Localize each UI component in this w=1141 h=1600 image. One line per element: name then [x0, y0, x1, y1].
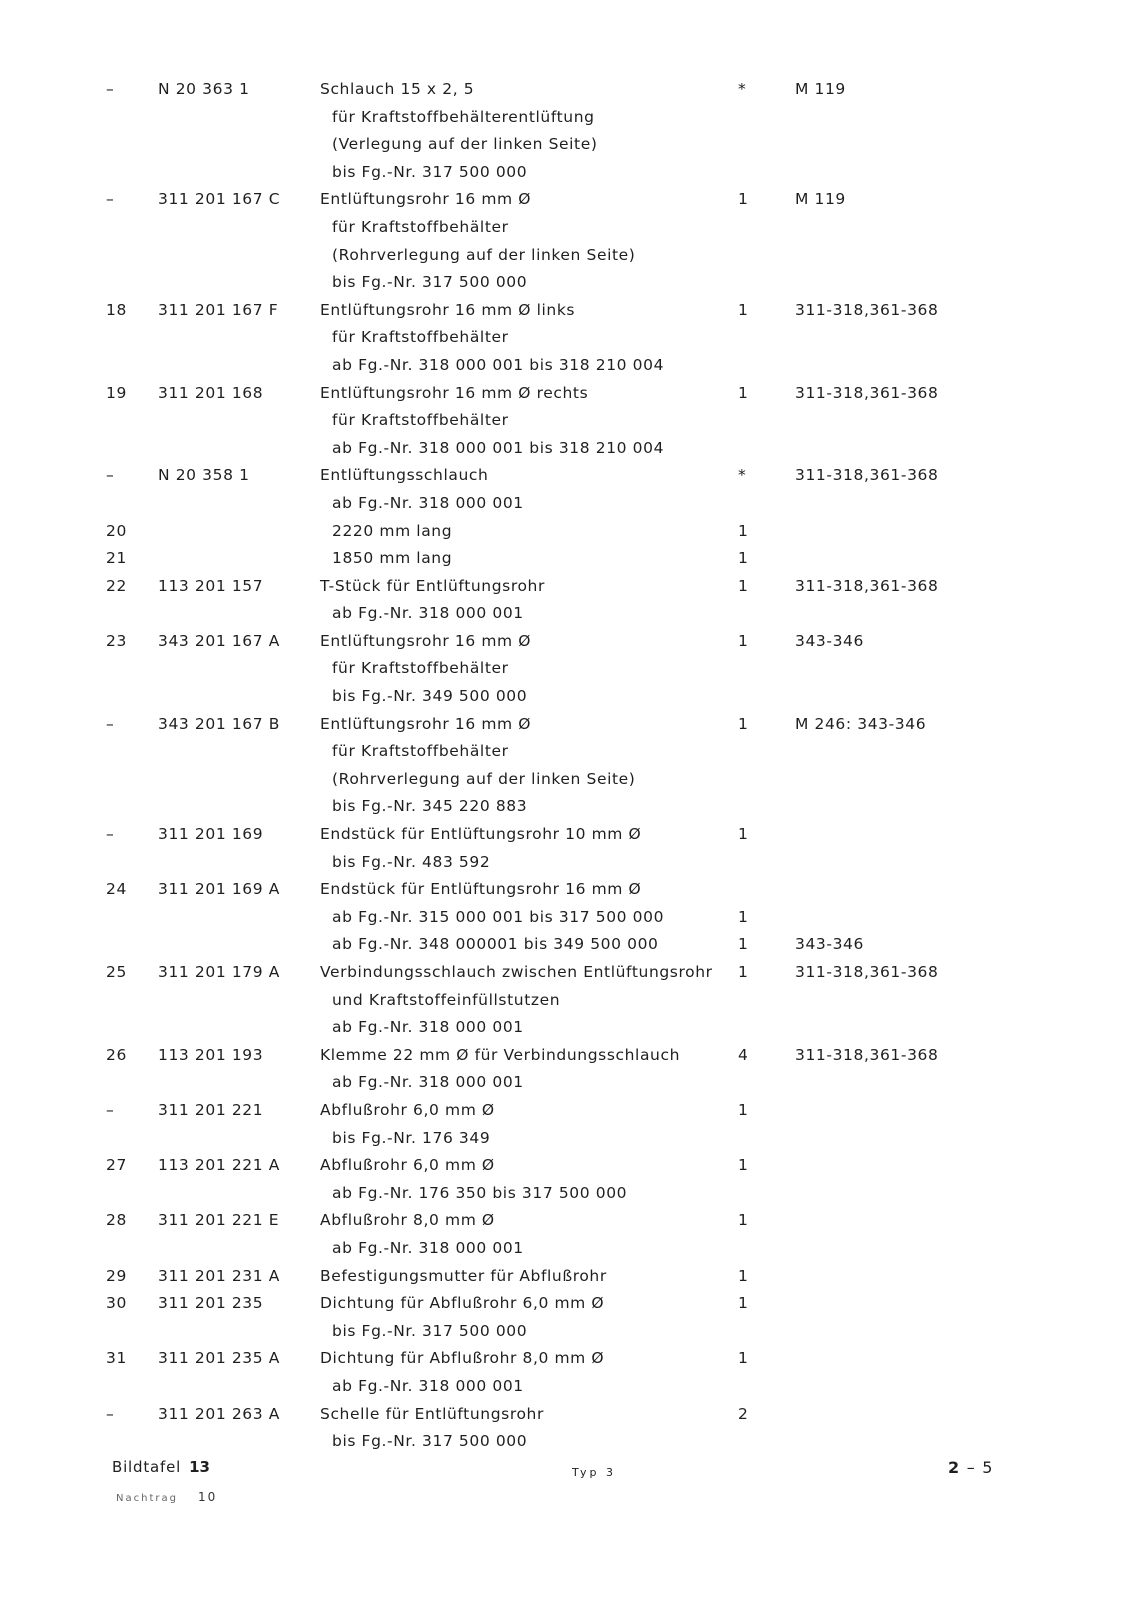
table-row: [0, 1125, 1141, 1153]
table-row: [0, 1235, 1141, 1263]
description-cell: Schelle für Entlüftungsrohr: [320, 1404, 544, 1423]
position-cell: 20: [106, 521, 127, 540]
description-cell: bis Fg.-Nr. 349 500 000: [332, 687, 528, 706]
description-cell: bis Fg.-Nr. 317 500 000: [332, 1432, 528, 1451]
remark-cell: 311-318,361-368: [795, 300, 939, 319]
table-row: [0, 683, 1141, 711]
remark-cell: M 119: [795, 190, 846, 209]
remark-cell: 343-346: [795, 631, 864, 650]
description-cell: T-Stück für Entlüftungsrohr: [320, 576, 545, 595]
description-cell: bis Fg.-Nr. 317 500 000: [332, 273, 528, 292]
page-major: 2: [948, 1458, 961, 1477]
description-cell: 1850 mm lang: [332, 549, 453, 568]
part-number-cell: 311 201 169: [158, 825, 264, 844]
description-cell: für Kraftstoffbehälterentlüftung: [332, 107, 595, 126]
description-cell: ab Fg.-Nr. 318 000 001 bis 318 210 004: [332, 355, 665, 374]
quantity-cell: 1: [738, 521, 749, 540]
position-cell: 22: [106, 576, 127, 595]
description-cell: ab Fg.-Nr. 318 000 001 bis 318 210 004: [332, 438, 665, 457]
quantity-cell: 1: [738, 1294, 749, 1313]
position-cell: –: [106, 825, 115, 844]
part-number-cell: 311 201 231 A: [158, 1266, 280, 1285]
table-row: [0, 904, 1141, 932]
table-row: [0, 518, 1141, 546]
quantity-cell: 1: [738, 1211, 749, 1230]
part-number-cell: 311 201 168: [158, 383, 264, 402]
table-row: [0, 76, 1141, 104]
quantity-cell: 2: [738, 1404, 749, 1423]
description-cell: (Rohrverlegung auf der linken Seite): [332, 769, 636, 788]
part-number-cell: 343 201 167 B: [158, 714, 280, 733]
description-cell: bis Fg.-Nr. 176 349: [332, 1128, 491, 1147]
table-row: [0, 876, 1141, 904]
description-cell: Dichtung für Abflußrohr 8,0 mm Ø: [320, 1349, 605, 1368]
part-number-cell: N 20 363 1: [158, 80, 250, 98]
description-cell: für Kraftstoffbehälter: [332, 411, 509, 430]
table-row: [0, 407, 1141, 435]
description-cell: Entlüftungsrohr 16 mm Ø: [320, 631, 532, 650]
part-number-cell: 311 201 235: [158, 1294, 264, 1313]
part-number-cell: 343 201 167 A: [158, 631, 280, 650]
remark-cell: 311-318,361-368: [795, 576, 939, 595]
part-number-cell: N 20 358 1: [158, 466, 250, 485]
position-cell: 29: [106, 1266, 127, 1285]
remark-cell: M 246: 343-346: [795, 714, 927, 733]
description-cell: und Kraftstoffeinfüllstutzen: [332, 990, 561, 1009]
page-minor: 5: [982, 1458, 994, 1477]
description-cell: ab Fg.-Nr. 348 000001 bis 349 500 000: [332, 935, 659, 954]
description-cell: ab Fg.-Nr. 318 000 001: [332, 1073, 524, 1092]
table-row: [0, 1097, 1141, 1125]
table-row: [0, 600, 1141, 628]
remark-cell: 311-318,361-368: [795, 1045, 939, 1064]
table-row: [0, 959, 1141, 987]
table-row: [0, 1345, 1141, 1373]
table-row: [0, 490, 1141, 518]
position-cell: 21: [106, 549, 127, 568]
position-cell: 26: [106, 1045, 127, 1064]
description-cell: ab Fg.-Nr. 318 000 001: [332, 1238, 524, 1257]
description-cell: Abflußrohr 6,0 mm Ø: [320, 1156, 495, 1175]
table-row: [0, 242, 1141, 270]
table-row: [0, 1014, 1141, 1042]
table-row: [0, 1401, 1141, 1429]
quantity-cell: 1: [738, 549, 749, 568]
table-row: [0, 159, 1141, 187]
position-cell: 28: [106, 1211, 127, 1230]
table-row: [0, 987, 1141, 1015]
table-row: [0, 435, 1141, 463]
remark-cell: 311-318,361-368: [795, 466, 939, 485]
table-row: [0, 1069, 1141, 1097]
description-cell: Verbindungsschlauch zwischen Entlüftungsrohr: [320, 963, 713, 981]
description-cell: ab Fg.-Nr. 318 000 001: [332, 493, 524, 512]
quantity-cell: 1: [738, 1100, 749, 1119]
position-cell: 25: [106, 963, 127, 981]
position-cell: 19: [106, 383, 127, 402]
part-number-cell: 311 201 179 A: [158, 963, 280, 981]
quantity-cell: 1: [738, 1156, 749, 1175]
description-cell: Entlüftungsrohr 16 mm Ø: [320, 190, 532, 209]
quantity-cell: 1: [738, 190, 749, 209]
supplement-label: Nachtrag: [116, 1493, 178, 1504]
description-cell: 2220 mm lang: [332, 521, 453, 540]
page-number: [948, 1458, 993, 1477]
table-row: [0, 766, 1141, 794]
description-cell: bis Fg.-Nr. 317 500 000: [332, 1321, 528, 1340]
table-row: [0, 1318, 1141, 1346]
plate-label: Bildtafel: [112, 1458, 182, 1476]
position-cell: 24: [106, 880, 127, 899]
supplement-reference: [116, 1490, 217, 1504]
description-cell: Entlüftungsschlauch: [320, 466, 489, 485]
table-row: [0, 324, 1141, 352]
position-cell: –: [106, 190, 115, 209]
table-row: [0, 1290, 1141, 1318]
table-row: [0, 1042, 1141, 1070]
table-row: [0, 849, 1141, 877]
table-row: [0, 821, 1141, 849]
position-cell: –: [106, 466, 115, 485]
description-cell: ab Fg.-Nr. 318 000 001: [332, 1376, 524, 1395]
table-row: [0, 1263, 1141, 1291]
quantity-cell: 1: [738, 631, 749, 650]
remark-cell: 311-318,361-368: [795, 383, 939, 402]
quantity-cell: *: [738, 80, 747, 98]
table-row: [0, 1207, 1141, 1235]
remark-cell: 311-318,361-368: [795, 963, 939, 981]
table-row: [0, 738, 1141, 766]
quantity-cell: 1: [738, 576, 749, 595]
description-cell: Entlüftungsrohr 16 mm Ø links: [320, 300, 576, 319]
type-label: Typ 3: [572, 1466, 616, 1479]
table-row: [0, 545, 1141, 573]
remark-cell: M 119: [795, 80, 846, 98]
description-cell: bis Fg.-Nr. 345 220 883: [332, 797, 528, 816]
quantity-cell: 1: [738, 825, 749, 844]
part-number-cell: 113 201 193: [158, 1045, 264, 1064]
description-cell: Dichtung für Abflußrohr 6,0 mm Ø: [320, 1294, 605, 1313]
description-cell: ab Fg.-Nr. 318 000 001: [332, 1018, 524, 1037]
position-cell: –: [106, 80, 115, 98]
description-cell: bis Fg.-Nr. 483 592: [332, 852, 491, 871]
description-cell: Entlüftungsrohr 16 mm Ø: [320, 714, 532, 733]
table-row: [0, 462, 1141, 490]
table-row: [0, 573, 1141, 601]
position-cell: 18: [106, 300, 127, 319]
table-row: [0, 104, 1141, 132]
description-cell: (Rohrverlegung auf der linken Seite): [332, 245, 636, 264]
position-cell: 23: [106, 631, 127, 650]
description-cell: für Kraftstoffbehälter: [332, 328, 509, 347]
table-row: [0, 655, 1141, 683]
table-row: [0, 1373, 1141, 1401]
plate-reference: [112, 1458, 210, 1476]
description-cell: für Kraftstoffbehälter: [332, 217, 509, 236]
position-cell: –: [106, 1100, 115, 1119]
description-cell: für Kraftstoffbehälter: [332, 742, 509, 761]
part-number-cell: 311 201 263 A: [158, 1404, 280, 1423]
part-number-cell: 113 201 221 A: [158, 1156, 280, 1175]
quantity-cell: 1: [738, 963, 749, 981]
quantity-cell: 1: [738, 907, 749, 926]
description-cell: ab Fg.-Nr. 315 000 001 bis 317 500 000: [332, 907, 665, 926]
position-cell: 27: [106, 1156, 127, 1175]
quantity-cell: 1: [738, 1266, 749, 1285]
table-row: [0, 931, 1141, 959]
table-row: [0, 297, 1141, 325]
description-cell: Endstück für Entlüftungsrohr 16 mm Ø: [320, 880, 642, 899]
description-cell: ab Fg.-Nr. 176 350 bis 317 500 000: [332, 1183, 628, 1202]
table-row: [0, 380, 1141, 408]
description-cell: für Kraftstoffbehälter: [332, 659, 509, 678]
position-cell: 31: [106, 1349, 127, 1368]
quantity-cell: 1: [738, 935, 749, 954]
quantity-cell: 1: [738, 300, 749, 319]
parts-list: [0, 76, 1141, 1456]
plate-number: 13: [189, 1458, 210, 1476]
table-row: [0, 1180, 1141, 1208]
description-cell: Klemme 22 mm Ø für Verbindungsschlauch: [320, 1045, 681, 1064]
supplement-number: 10: [197, 1490, 218, 1504]
remark-cell: 343-346: [795, 935, 864, 954]
part-number-cell: 311 201 169 A: [158, 880, 280, 899]
table-row: [0, 269, 1141, 297]
quantity-cell: 4: [738, 1045, 749, 1064]
part-number-cell: 311 201 221: [158, 1100, 264, 1119]
table-row: [0, 711, 1141, 739]
description-cell: Schlauch 15 x 2, 5: [320, 80, 475, 98]
part-number-cell: 113 201 157: [158, 576, 264, 595]
table-row: [0, 1152, 1141, 1180]
description-cell: Befestigungsmutter für Abflußrohr: [320, 1266, 607, 1285]
quantity-cell: *: [738, 466, 747, 485]
description-cell: Abflußrohr 6,0 mm Ø: [320, 1100, 495, 1119]
description-cell: bis Fg.-Nr. 317 500 000: [332, 162, 528, 181]
part-number-cell: 311 201 167 C: [158, 190, 281, 209]
description-cell: Abflußrohr 8,0 mm Ø: [320, 1211, 495, 1230]
page-footer: [0, 1452, 1141, 1532]
table-row: [0, 793, 1141, 821]
part-number-cell: 311 201 235 A: [158, 1349, 280, 1368]
table-row: [0, 628, 1141, 656]
position-cell: –: [106, 714, 115, 733]
description-cell: Entlüftungsrohr 16 mm Ø rechts: [320, 383, 589, 402]
description-cell: (Verlegung auf der linken Seite): [332, 135, 598, 154]
quantity-cell: 1: [738, 714, 749, 733]
table-row: [0, 131, 1141, 159]
position-cell: 30: [106, 1294, 127, 1313]
description-cell: Endstück für Entlüftungsrohr 10 mm Ø: [320, 825, 642, 844]
quantity-cell: 1: [738, 1349, 749, 1368]
page-separator: –: [966, 1458, 976, 1477]
table-row: [0, 214, 1141, 242]
table-row: [0, 352, 1141, 380]
part-number-cell: 311 201 221 E: [158, 1211, 280, 1230]
table-row: [0, 186, 1141, 214]
quantity-cell: 1: [738, 383, 749, 402]
part-number-cell: 311 201 167 F: [158, 300, 279, 319]
position-cell: –: [106, 1404, 115, 1423]
description-cell: ab Fg.-Nr. 318 000 001: [332, 604, 524, 623]
